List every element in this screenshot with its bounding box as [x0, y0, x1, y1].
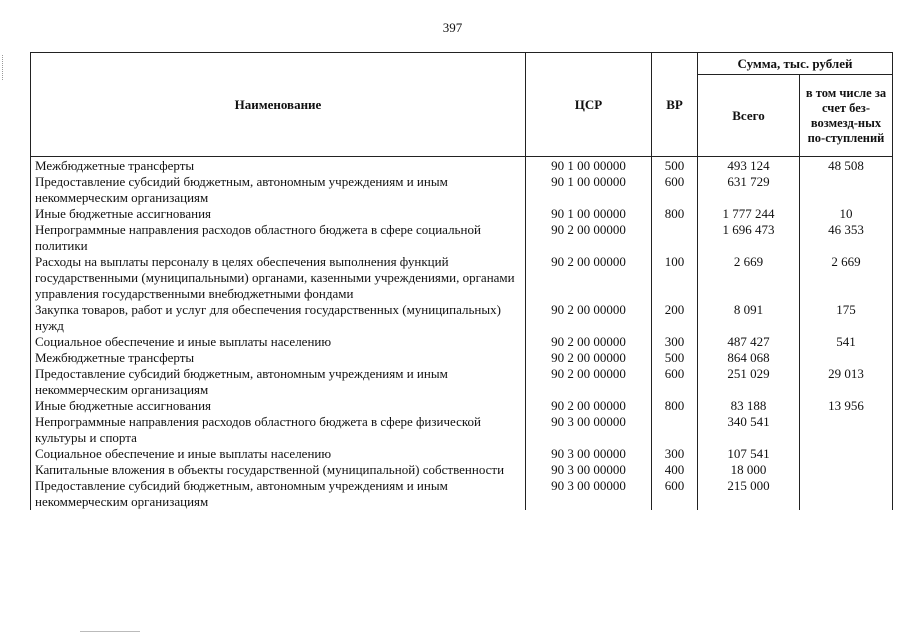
cell-total: 487 427	[698, 334, 800, 350]
cell-name: Предоставление субсидий бюджетным, автономным учреждениям и иным некоммерческим организациям	[31, 478, 526, 510]
table-row	[31, 478, 893, 510]
cell-csr: 90 2 00 00000	[526, 254, 652, 302]
cell-incl	[800, 414, 893, 446]
cell-csr: 90 1 00 00000	[526, 157, 652, 175]
cell-total: 864 068	[698, 350, 800, 366]
cell-vr: 600	[652, 366, 698, 398]
cell-total: 2 669	[698, 254, 800, 302]
budget-table	[30, 52, 893, 510]
cell-incl	[800, 462, 893, 478]
cell-total: 107 541	[698, 446, 800, 462]
scan-bottom-mark	[80, 631, 140, 632]
table-body	[31, 157, 893, 511]
cell-csr: 90 2 00 00000	[526, 302, 652, 334]
header-vr: ВР	[652, 53, 698, 157]
cell-vr: 200	[652, 302, 698, 334]
cell-vr	[652, 222, 698, 254]
cell-csr: 90 3 00 00000	[526, 478, 652, 510]
table-row	[31, 398, 893, 414]
table-row	[31, 254, 893, 302]
cell-total: 83 188	[698, 398, 800, 414]
cell-name: Непрограммные направления расходов областного бюджета в сфере физической культуры и спорта	[31, 414, 526, 446]
cell-incl: 46 353	[800, 222, 893, 254]
cell-incl: 13 956	[800, 398, 893, 414]
cell-csr: 90 2 00 00000	[526, 398, 652, 414]
cell-name: Межбюджетные трансферты	[31, 157, 526, 175]
header-sum-group: Сумма, тыс. рублей	[698, 53, 893, 75]
cell-total: 8 091	[698, 302, 800, 334]
table-row	[31, 350, 893, 366]
table-row	[31, 334, 893, 350]
cell-incl	[800, 478, 893, 510]
cell-incl	[800, 350, 893, 366]
header-total: Всего	[698, 75, 800, 157]
cell-total: 631 729	[698, 174, 800, 206]
cell-csr: 90 2 00 00000	[526, 366, 652, 398]
table-row	[31, 222, 893, 254]
cell-csr: 90 3 00 00000	[526, 462, 652, 478]
cell-total: 340 541	[698, 414, 800, 446]
cell-name: Непрограммные направления расходов областного бюджета в сфере социальной политики	[31, 222, 526, 254]
cell-incl: 48 508	[800, 157, 893, 175]
cell-incl: 10	[800, 206, 893, 222]
cell-csr: 90 1 00 00000	[526, 174, 652, 206]
cell-name: Капитальные вложения в объекты государственной (муниципальной) собственности	[31, 462, 526, 478]
table-row	[31, 446, 893, 462]
table-row	[31, 366, 893, 398]
cell-incl: 29 013	[800, 366, 893, 398]
cell-csr: 90 2 00 00000	[526, 222, 652, 254]
scan-margin-mark	[2, 55, 5, 80]
table-row	[31, 174, 893, 206]
cell-total: 1 696 473	[698, 222, 800, 254]
table-row	[31, 157, 893, 175]
table-row	[31, 302, 893, 334]
cell-vr: 100	[652, 254, 698, 302]
cell-vr: 800	[652, 398, 698, 414]
cell-name: Иные бюджетные ассигнования	[31, 206, 526, 222]
page-number: 397	[442, 20, 463, 35]
header-name: Наименование	[31, 53, 526, 157]
cell-vr: 600	[652, 478, 698, 510]
cell-vr: 500	[652, 350, 698, 366]
header-incl: в том числе за счет без-возмезд-ных по-ступлений	[800, 75, 893, 157]
cell-vr: 800	[652, 206, 698, 222]
cell-name: Социальное обеспечение и иные выплаты населению	[31, 446, 526, 462]
cell-incl: 175	[800, 302, 893, 334]
cell-csr: 90 3 00 00000	[526, 446, 652, 462]
cell-vr: 600	[652, 174, 698, 206]
cell-name: Предоставление субсидий бюджетным, автономным учреждениям и иным некоммерческим организациям	[31, 366, 526, 398]
cell-total: 1 777 244	[698, 206, 800, 222]
cell-total: 251 029	[698, 366, 800, 398]
cell-total: 18 000	[698, 462, 800, 478]
cell-csr: 90 2 00 00000	[526, 334, 652, 350]
cell-vr: 300	[652, 334, 698, 350]
header-csr: ЦСР	[526, 53, 652, 157]
cell-total: 215 000	[698, 478, 800, 510]
table-row	[31, 206, 893, 222]
cell-vr: 300	[652, 446, 698, 462]
cell-vr: 400	[652, 462, 698, 478]
cell-csr: 90 1 00 00000	[526, 206, 652, 222]
cell-name: Расходы на выплаты персоналу в целях обеспечения выполнения функций государственными (муниципальными) органами, казенными учреждениями, органами управления государственными внебюджетными фондами	[31, 254, 526, 302]
cell-vr: 500	[652, 157, 698, 175]
cell-csr: 90 3 00 00000	[526, 414, 652, 446]
cell-incl: 2 669	[800, 254, 893, 302]
cell-name: Социальное обеспечение и иные выплаты населению	[31, 334, 526, 350]
cell-total: 493 124	[698, 157, 800, 175]
cell-csr: 90 2 00 00000	[526, 350, 652, 366]
table-row	[31, 414, 893, 446]
cell-name: Закупка товаров, работ и услуг для обеспечения государственных (муниципальных) нужд	[31, 302, 526, 334]
table-row	[31, 462, 893, 478]
cell-vr	[652, 414, 698, 446]
cell-name: Иные бюджетные ассигнования	[31, 398, 526, 414]
cell-incl	[800, 174, 893, 206]
cell-name: Предоставление субсидий бюджетным, автономным учреждениям и иным некоммерческим организациям	[31, 174, 526, 206]
cell-name: Межбюджетные трансферты	[31, 350, 526, 366]
cell-incl: 541	[800, 334, 893, 350]
cell-incl	[800, 446, 893, 462]
